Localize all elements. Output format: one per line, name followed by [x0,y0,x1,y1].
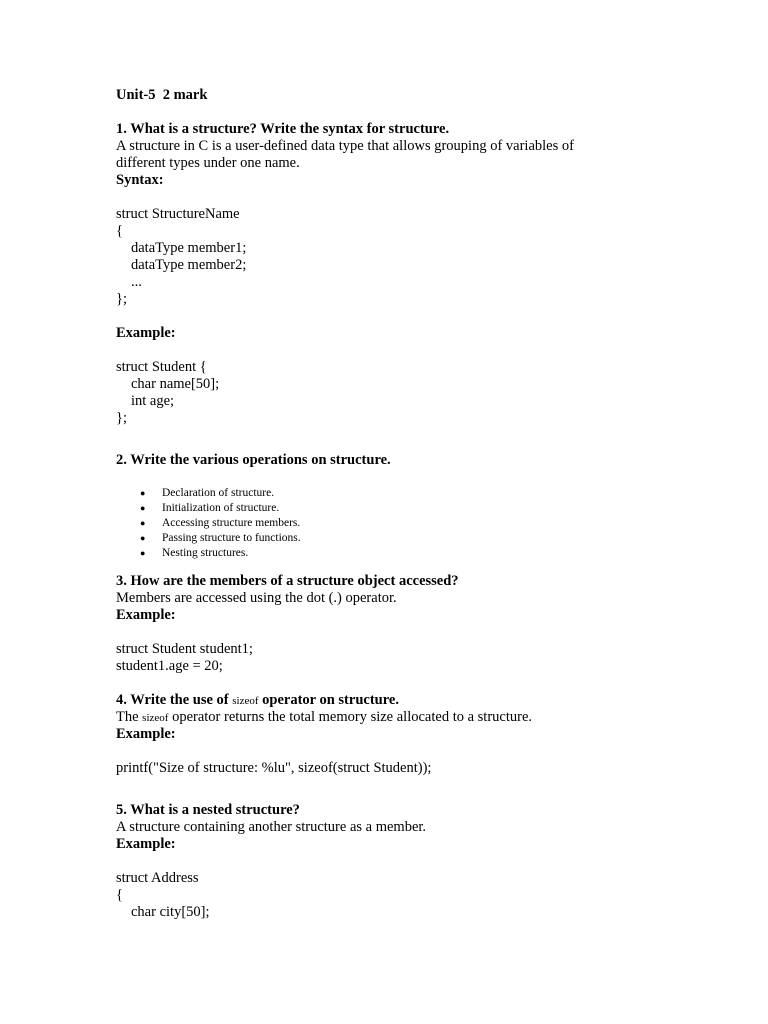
q1-example-code-line: }; [116,410,127,426]
q1-answer-line-2: different types under one name. [116,155,300,171]
q5-answer: A structure containing another structure as a member. [116,819,427,835]
list-item: ● Nesting structures. [140,547,249,559]
q2-question: 2. Write the various operations on structure. [116,452,391,468]
bullet-icon: ● [140,503,146,513]
q4-question: 4. Write the use of sizeof operator on structure. [116,692,399,708]
unit-title: Unit-5 2 mark [116,87,208,103]
q3-answer: Members are accessed using the dot (.) operator. [116,590,397,606]
q1-example-code-line: char name[50]; [131,376,220,392]
q1-question: 1. What is a structure? Write the syntax for structure. [116,121,450,137]
list-item: ● Accessing structure members. [140,517,301,529]
q4-answer: The sizeof operator returns the total memory size allocated to a structure. [116,709,533,725]
bullet-icon: ● [140,518,146,528]
q1-syntax-code-line: dataType member2; [131,257,247,273]
list-item: ● Declaration of structure. [140,487,275,499]
q5-question: 5. What is a nested structure? [116,802,300,818]
q1-syntax-label: Syntax: [116,172,164,188]
q5-example-label: Example: [116,836,176,852]
q3-example-code-line: struct Student student1; [116,641,253,657]
q5-example-code-line: struct Address [116,870,199,886]
list-item: ● Passing structure to functions. [140,532,301,544]
q3-example-label: Example: [116,607,176,623]
q1-syntax-code-line: struct StructureName [116,206,240,222]
q4-example-code: printf("Size of structure: %lu", sizeof(struct Student)); [116,760,432,776]
q1-syntax-code-line: ... [131,274,142,290]
q1-syntax-code-line: }; [116,291,127,307]
q1-example-code-line: int age; [131,393,175,409]
q5-example-code-line: { [116,887,123,903]
bullet-icon: ● [140,533,146,543]
q3-question: 3. How are the members of a structure object accessed? [116,573,459,589]
operations-list [116,486,736,561]
q5-example-code-line: char city[50]; [131,904,210,920]
list-item: ● Initialization of structure. [140,502,280,514]
document-page [116,87,736,921]
q1-syntax-code-line: { [116,223,123,239]
q3-example-code-line: student1.age = 20; [116,658,223,674]
bullet-icon: ● [140,488,146,498]
q4-example-label: Example: [116,726,176,742]
q1-example-code-line: struct Student { [116,359,207,375]
sizeof-keyword: sizeof [232,695,259,707]
sizeof-keyword: sizeof [142,712,169,724]
bullet-icon: ● [140,548,146,558]
q1-syntax-code-line: dataType member1; [131,240,247,256]
q1-example-label: Example: [116,325,176,341]
q1-answer-line-1: A structure in C is a user-defined data type that allows grouping of variables of [116,138,574,154]
